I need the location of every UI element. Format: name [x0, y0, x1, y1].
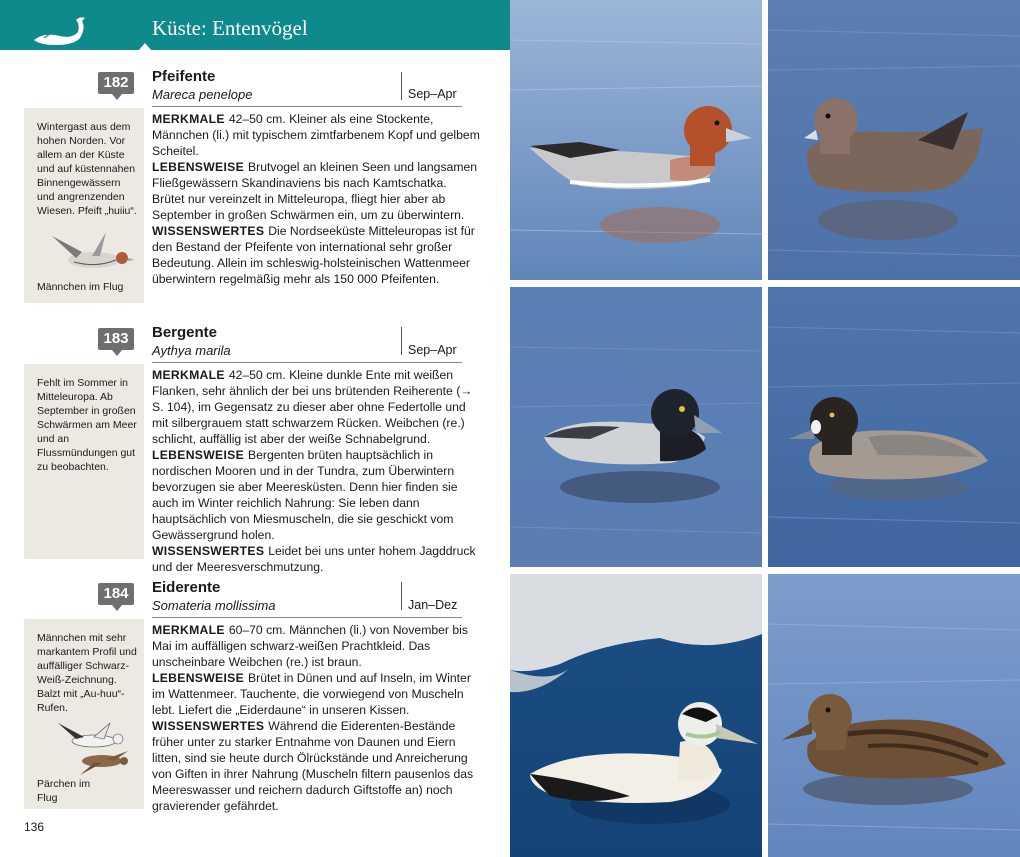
merkmale-text: 42–50 cm. Kleiner als eine Stockente, Männchen (li.) mit typischem zimtfarbenem Kopf und gelbem Scheitel.	[152, 112, 480, 158]
header-notch	[138, 43, 152, 51]
info-sidebar	[24, 108, 144, 303]
sidebar-caption: Männchen im Flug	[37, 281, 124, 293]
sidebar-caption: Pärchen im Flug	[37, 778, 91, 804]
wissenswertes-label: WISSENSWERTES	[152, 719, 265, 733]
lebensweise-label: LEBENSWEISE	[152, 160, 245, 174]
photo-wigeon-female	[768, 0, 1020, 280]
sidebar-text: Fehlt im Sommer in Mitteleuropa. Ab September in großen Schwärmen am Meer und an Flussmündungen gut zu beobachten.	[37, 377, 137, 473]
entry-number-badge: 183	[98, 328, 134, 350]
photo-scaup-female	[768, 287, 1020, 567]
divider	[152, 106, 462, 107]
merkmale-label: MERKMALE	[152, 368, 225, 382]
lebensweise-text: Brutvogel an kleinen Seen und langsamen Fließgewässern Skandinaviens bis nach Kamtschatka. Brütet nur vereinzelt in Mitteleuropa, fliegt hier aber ab September in großen Schwärmen ein, um zu überwintern.	[152, 160, 478, 222]
entry-text	[152, 622, 482, 814]
divider	[401, 327, 402, 355]
entry-name: Bergente	[152, 324, 218, 341]
info-sidebar	[24, 619, 144, 809]
wissenswertes-label: WISSENSWERTES	[152, 544, 265, 558]
flying-eider-pair-illustration	[54, 721, 140, 777]
entry-name: Pfeifente	[152, 68, 216, 85]
merkmale-label: MERKMALE	[152, 623, 225, 637]
section-title: Küste: Entenvögel	[152, 16, 308, 40]
divider	[401, 72, 402, 100]
wissenswertes-text: Die Nordseeküste Mitteleuropas ist für den Bestand der Pfeifente von international sehr großer Bedeutung. Allein im schleswig-holsteinischen Wattenmeer überwintern regelmäßig mehr als 150 000 Pfeifenten.	[152, 224, 475, 286]
page-number: 136	[24, 820, 45, 834]
merkmale-text: 60–70 cm. Männchen (li.) von November bis Mai im auffälligen schwarz-weißen Prachtkleid. Das unscheinbare Weibchen (re.) ist braun.	[152, 623, 468, 669]
entry-season: Jan–Dez	[408, 598, 458, 612]
divider	[152, 362, 462, 363]
entry-season: Sep–Apr	[408, 343, 457, 357]
merkmale-text: 42–50 cm. Kleine dunkle Ente mit weißen Flanken, sehr ähnlich der bei uns brütenden Reiherente (→ S. 104), im Gegensatz zu dieser aber ohne Federtolle und mit silbergrauem statt schwarzem Rücken. Weibchen (re.) schlicht, auffällig ist aber der weiße Schnabelgrund.	[152, 368, 473, 446]
info-sidebar	[24, 364, 144, 559]
divider	[401, 582, 402, 610]
photo-eider-male	[510, 574, 762, 857]
entry-season: Sep–Apr	[408, 87, 457, 101]
entry-latin-name: Aythya marila	[152, 343, 231, 358]
lebensweise-text: Bergenten brüten hauptsächlich in nordischen Mooren und in der Tundra, zum Überwintern bevorzugen sie aber Meeresküsten. Denn hier finden sie auch im Winter reichlich Nahrung: Sie leben dann hauptsächlich von Miesmuscheln, die sie geschickt vom Gewässergrund holen.	[152, 448, 458, 542]
entry-name: Eiderente	[152, 579, 221, 596]
entry-text	[152, 111, 482, 287]
entry-text	[152, 367, 482, 575]
photo-scaup-male	[510, 287, 762, 567]
sidebar-text: Männchen mit sehr markantem Profil und auffälliger Schwarz-Weiß-Zeichnung. Balzt mit „Au-huu“-Rufen.	[37, 632, 137, 714]
wissenswertes-label: WISSENSWERTES	[152, 224, 265, 238]
flying-duck-illustration	[46, 228, 136, 276]
entry-latin-name: Mareca penelope	[152, 87, 253, 102]
photo-wigeon-male	[510, 0, 762, 280]
lebensweise-label: LEBENSWEISE	[152, 448, 245, 462]
section-header	[0, 0, 510, 50]
merkmale-label: MERKMALE	[152, 112, 225, 126]
entry-number-badge: 184	[98, 583, 134, 605]
swan-icon	[30, 14, 90, 48]
wissenswertes-text: Während die Eiderenten-Bestände früher unter zu starker Entnahme von Daunen und Eiern litten, sind sie heute durch Ölrückstände und Anreicherung von Giften in ihrer Nahrung (Muscheln filtern pausenlos das Meereswasser und reichern dadurch Giftstoffe an) noch gravierender gefährdet.	[152, 719, 474, 813]
photo-eider-female	[768, 574, 1020, 857]
sidebar-text: Wintergast aus dem hohen Norden. Vor allem an der Küste und auf küstennahen Binnengewässern und angrenzenden Wiesen. Pfeift „huiiu“.	[37, 121, 137, 217]
entry-latin-name: Somateria mollissima	[152, 598, 276, 613]
lebensweise-label: LEBENSWEISE	[152, 671, 245, 685]
wissenswertes-text: Leidet bei uns unter hohem Jagddruck und der Meeresverschmutzung.	[152, 544, 476, 574]
entry-number-badge: 182	[98, 72, 134, 94]
divider	[152, 617, 462, 618]
lebensweise-text: Brütet in Dünen und auf Inseln, im Winter im Wattenmeer. Tauchente, die vorwiegend von Muscheln lebt. Liefert die „Eiderdaune“ in unseren Kissen.	[152, 671, 471, 717]
